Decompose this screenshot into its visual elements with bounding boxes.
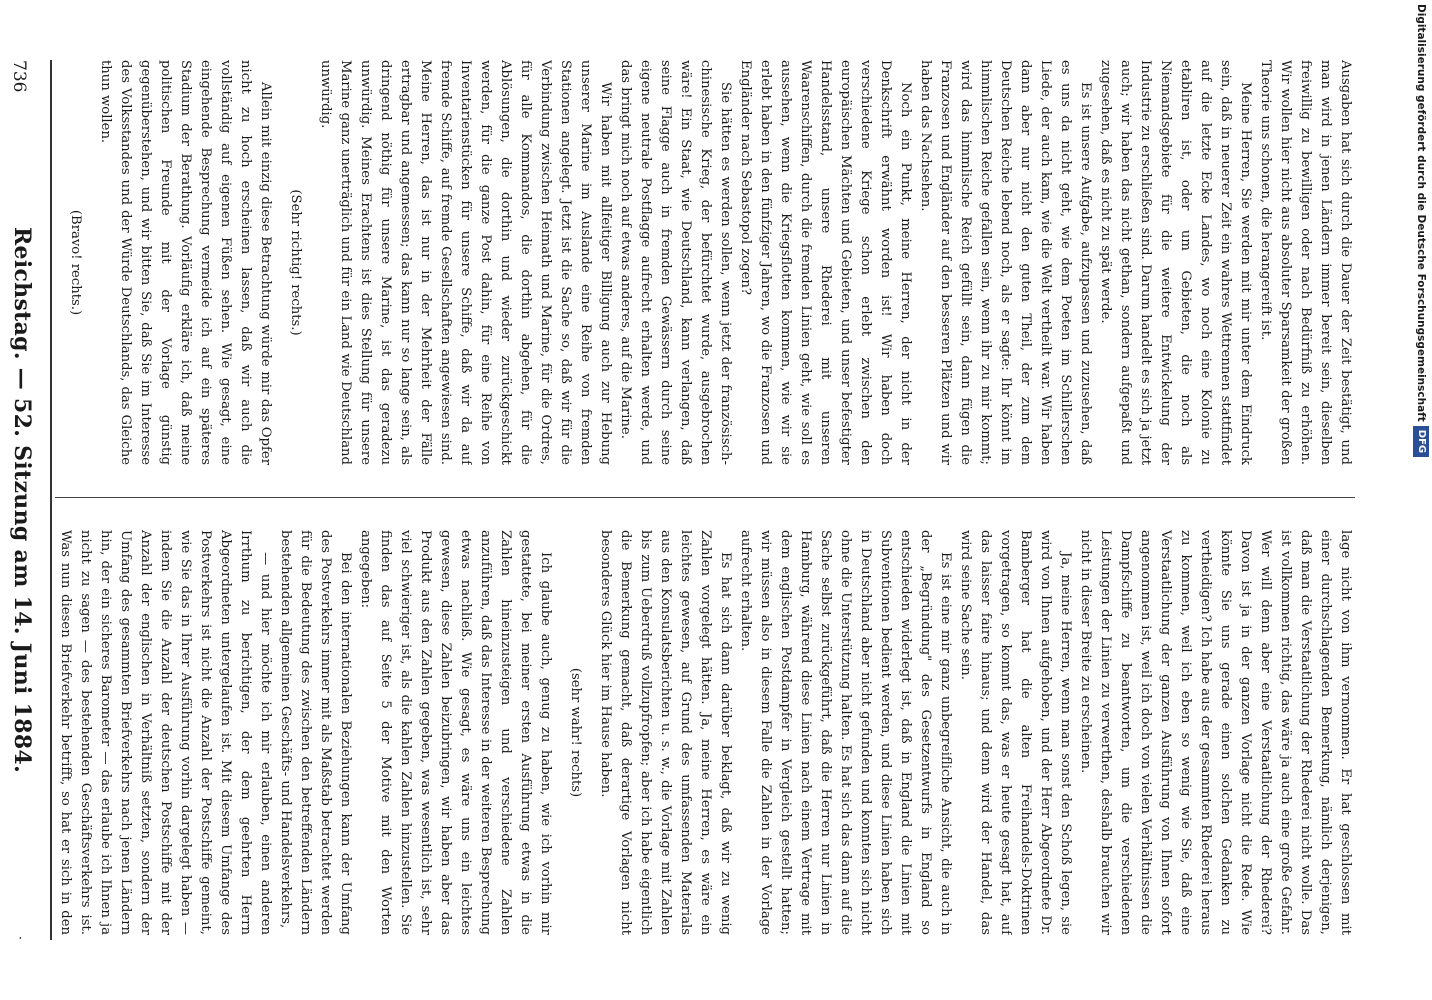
header-marker: · [12, 935, 27, 940]
right-paragraph: Es hat sich dann darüber beklagt, daß wir zu wenig Zahlen vorgelegt hätten. Ja, meine Herren, es wäre ein leichtes gewesen, auf Grund des umfassenden Materials aus den Konsulatsberichten u. s. w., die Vorlage mit Zahlen bis zum Ueberdruß vollzupfropfen; aber ich habe eigentlich die Bemerkung gemacht, daß derartige Vorlagen nicht besonderes Glück hier im Hause haben. [598, 530, 733, 935]
page-number: 736 [9, 60, 29, 93]
column-divider [55, 497, 1355, 498]
dfg-attribution-text [1410, 4, 1432, 624]
header-rule [50, 60, 52, 940]
left-paragraph: Ausgaben hat sich durch die Dauer der Zeit bestätigt, und man wird in jenen Ländern immer bereit sein, dieselben freiwillig zu bewilligen oder nach Bedürfniß zu erhöhen. Wir wollen hier nicht aus absoluter Sparsamkeit der großen Theorie uns schonen, die herangereift ist. [1258, 60, 1353, 465]
left-paragraph: Meine Herren, Sie werden mit mir unter dem Eindruck sein, daß in neuerer Zeit ein wahres Wettrennen stattfindet auf die letzte Ecke Landes, wo noch eine Kolonie zu etabliren ist, oder um Gebieten, die noch als Niemandsgebiete für die weitere Entwickelung der Industrie zu erschließen sind. Darum handelt es sich ja jetzt auch; wir haben das nicht gethan, sondern aufgepaßt und zugesehen, daß es nicht zu spät werde. [1098, 60, 1253, 465]
left-paragraph: Es ist unsere Aufgabe, aufzupassen und zuzusehen, daß es uns da nicht geht, wie dem Poeten im Schillerschen Liede, der auch kam, wie die Welt vertheilt war. Wir haben dann aber nur nicht den guten Theil, der zum dem Deutschen Reiche lebend noch, als er sagte: Ihr könnt im himmlischen Reiche gefallen sein, wenn ihr zu mir kommt; wird das himmlische Reich gefüllt sein, dann fügen die Franzosen und Engländer auf den besseren Plätzen und wir haben das Nachsehen. [918, 60, 1093, 465]
text-columns [55, 60, 1355, 940]
page-header [5, 60, 35, 940]
left-paragraph: Sie hätten es werden sollen, wenn jetzt der französisch-chinesische Krieg, der befürchtet wurde, ausgebrochen wäre! Ein Staat, wie Deutschland, kann verlangen, daß seine Flagge auch in fremden Gewässern durch seine eigene neutrale Postflagge aufrecht erhalten werde, und das bringt mich noch auf etwas anderes, auf die Marine. [618, 60, 733, 465]
right-paragraph: Ich glaube auch, genug zu haben, wie ich vorhin mir gestattete, bei meiner ersten Ausführung etwas in die Zahlen hineinzusteigen und verschiedene Zahlen anzuführen, daß das Interesse in der weiteren Besprechung etwas nachließ. Wie gesagt, es wäre uns ein leichtes gewesen, diese Zahlen beizubringen, wir haben aber das Produkt aus den Zahlen gegeben, was wesentlich ist, sehr viel schwieriger ist, als die kahlen Zahlen hinzustellen. Sie finden das auf Seite 5 der Motive mit den Worten angegeben: [358, 530, 553, 935]
dfg-logo: DFG [1413, 426, 1429, 457]
right-paragraph: Es ist eine mir ganz unbegreifliche Ansicht, die auch in der „Begründung" des Gesetzentwurfs in England so entschieden widerlegt ist, daß in England die Linien mit Subventionen bedient werden, und diese Linien haben sich in Deutschland aber nicht gefunden und konnten sich nicht ohne die Unterstützung halten. Es hat sich das dann auf die Sache selbst zurückgeführt, daß die Herren nur Linien in Hamburg, während diese Linien nach einem Vertrage mit dem englischen Postdampfer in Vergleich gestellt hatten; wir müssen also in diesem Falle die Zahlen in der Vorlage aufrecht erhalten. [738, 530, 953, 935]
running-title: Reichstag. — 52. Sitzung am 14. Juni 1884. [9, 226, 35, 774]
dfg-attribution [1410, 4, 1432, 624]
left-reaction-1: (Sehr richtig! rechts.) [288, 189, 303, 336]
dfg-attribution-label: Digitalisierung gefördert durch die Deutsche Forschungsgemeinschaft [1415, 4, 1427, 422]
right-paragraph: Ja, meine Herren, wenn man sonst den Schoß legen, sie wird von Ihnen aufgehoben, und der Herr Abgeordnete Dr. Bamberger hat die alten Freihandels-Doktrinen vorgetragen, so kommt das, was er heute gesagt hat, auf das laisser faire hinaus; und denn wird der Handel, das wird seine Sache sein. [958, 530, 1073, 935]
left-paragraph: Allein mit einzig diese Betrachtung würde mir das Opfer nicht zu hoch erscheinen lassen, daß wir auch die vollständig auf eigenen Füßen sehen. Wie gesagt, eine eingehende Besprechung vermeide ich auf ein späteres Stadium der Berathung. Vorläufig erkläre ich, daß meine politischen Freunde mit der Vorlage günstig gegenüberstehen, und wir bitten Sie, daß Sie im Interesse des Volksstandes und der Würde Deutschlands, das Gleiche thun wollen. [98, 60, 273, 465]
left-paragraph: Wir haben mit allfeitiger Billigung auch zur Hebung unserer Marine im Auslande eine Reihe von fremden Stationen angelegt. Jetzt ist die Sache so, daß wir für die Verbindung zwischen Heimath und Marine, für die Ordres, für alle Kommandos, die dorthin abgehen, für die Ablösungen, die dorthin und wieder zurückgeschickt werden, für die ganze Post dahin, für eine Reihe von Inventarienstücken für unsere Schiffe, daß wir da auf fremde Schiffe, auf fremde Gesellschaften angewiesen sind. Meine Herren, das ist nur in der Mehrheit der Fälle ertragbar und angemessen; das kann nur so lange sein, als dringend nöthig für unsere Marine, ist das geradezu unwürdig. Meines Erachtens ist dies Stellung für unsere Marine ganz unerträglich und für ein Land wie Deutschland unwürdig. [318, 60, 613, 465]
right-paragraph: — und hier möchte ich mir erlauben, einen anderen Irrthum zu berichtigen, der dem geehrten Herrn Abgeordneten untergelaufen ist. Mit diesem Umfange des Postverkehrs ist nicht die Anzahl der Postschiffe gemeint, wie Sie das in Ihrer Ausführung vorhin dargelegt haben — indem Sie die Anzahl der deutschen Postschiffe mit der Anzahl der englischen in Verhältniß setzten, sondern der Umfang des gesammten Briefverkehrs nach jenen Ländern hin, der ein sicheres Barometer — das erlaube ich Ihnen ja nicht zu sagen — des bestehenden Geschäftsverkehrs ist. Was nun diesen Briefverkehr betrifft, so hat er sich in den [58, 530, 273, 935]
right-column [55, 530, 1355, 935]
right-quote: Bei den internationalen Beziehungen kann der Umfang des Postverkehrs immer mit als Maßstab betrachtet werden für die Bedeutung des zwischen den betreffenden Ländern bestehenden allgemeinen Geschäfts- und Handelsverkehrs, [278, 530, 353, 935]
left-column [55, 60, 1355, 465]
left-paragraph: Noch ein Punkt, meine Herren, der nicht in der Denkschrift erwähnt worden ist! Wir haben doch verschiedene Kriege schon erlebt zwischen den europäischen Mächten und Gebieten, und unser befestigter Handelsstand, unsere Rhederei mit unseren Waarenschiffen, durch die fremden Linien geht, wie soll es aussehen, wenn die Kriegsflotten kommen, wie wir sie erlebt haben in den fünfziger Jahren, wo die Franzosen und Engländer nach Sebastopol zogen? [738, 60, 913, 465]
right-paragraph: lage nicht von ihm vernommen. Er hat geschlossen mit einer durchschlagenden Bemerkung, nämlich derjenigen, daß man die Verstaatlichung der Rhederei nicht wolle. Das ist vollkommen richtig, das wäre ja auch eine große Gefahr. Wer will denn aber eine Verstaatlichung der Rhederei? Davon ist ja in der ganzen Vorlage nicht die Rede. Wie könnte Sie uns gerade einen solchen Gedanken zu vertheidigen? Ich habe aus der gesammten Rhederei heraus zu kommen, weil ich eben so wenig wie Sie, daß eine Verstaatlichung der ganzen Ausführung von Ihnen sofort angenommen ist, weil ich doch von vielen Verhältnissen die Dampfschiffe zu beantworten, um die verschiedenen Leistungen der Linien zu verwerthen, deshalb brauchen wir nicht in dieser Breite zu erscheinen. [1078, 530, 1353, 935]
rotated-print-page [9, 0, 1430, 1000]
left-reaction-2: (Bravo! rechts.) [68, 209, 83, 316]
right-reaction-1: (sehr wahr! rechts) [568, 667, 583, 798]
